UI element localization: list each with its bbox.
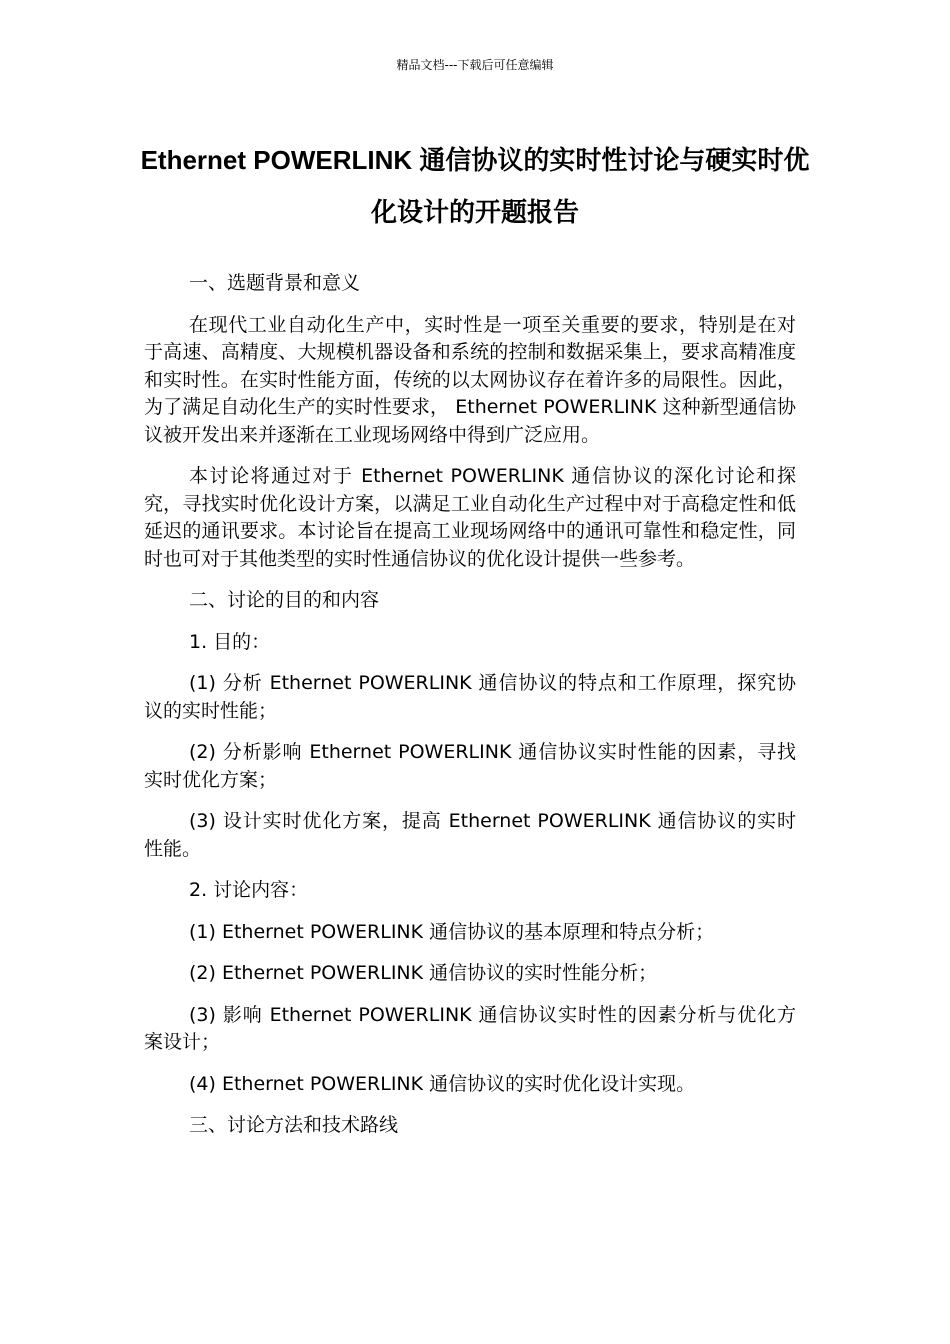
subheading-content: 2. 讨论内容： bbox=[189, 879, 309, 901]
list-item-content-1: (1) Ethernet POWERLINK 通信协议的基本原理和特点分析； bbox=[189, 920, 715, 943]
document-body bbox=[144, 270, 796, 1154]
page-header: 精品文档---下载后可任意编辑 bbox=[396, 58, 554, 72]
subheading-purpose: 1. 目的： bbox=[189, 630, 271, 653]
list-item-content-2: (2) Ethernet POWERLINK 通信协议的实时性能分析； bbox=[189, 962, 658, 984]
list-item-content-4: (4) Ethernet POWERLINK 通信协议的实时优化设计实现。 bbox=[189, 1072, 696, 1095]
paragraph-background: 在现代工业自动化生产中，实时性是一项至关重要的要求，特别是在对于高速、高精度、大规模机器设备和系统的控制和数据采集上，要求高精准度和实时性。在实时性能方面，传统的以太网协议存在着许多的局限性。因此，为了满足自动化生产的实时性要求， Ethernet POWERLINK 这种新型通信协议被开发出来并逐渐在工业现场网络中得到广泛应用。 bbox=[144, 313, 796, 446]
section-heading-background: 一、选题背景和意义 bbox=[189, 272, 361, 294]
section-heading-goals: 二、讨论的目的和内容 bbox=[189, 589, 380, 611]
paragraph-research-intent: 本讨论将通过对于 Ethernet POWERLINK 通信协议的深化讨论和探究，寻找实时优化设计方案，以满足工业自动化生产过程中对于高稳定性和低延迟的通讯要求。本讨论旨在提高工业现场网络中的通讯可靠性和稳定性，同时也可对于其他类型的实时性通信协议的优化设计提供一些参考。 bbox=[144, 465, 796, 570]
list-item-content-3: (3) 影响 Ethernet POWERLINK 通信协议实时性的因素分析与优化方案设计； bbox=[144, 1003, 796, 1053]
list-item-purpose-1: (1) 分析 Ethernet POWERLINK 通信协议的特点和工作原理，探究协议的实时性能； bbox=[144, 672, 796, 722]
list-item-purpose-3: (3) 设计实时优化方案，提高 Ethernet POWERLINK 通信协议的实时性能。 bbox=[144, 810, 796, 860]
document-title: Ethernet POWERLINK 通信协议的实时性讨论与硬实时优化设计的开题报告 bbox=[140, 145, 810, 227]
section-heading-methods: 三、讨论方法和技术路线 bbox=[189, 1114, 399, 1136]
list-item-purpose-2: (2) 分析影响 Ethernet POWERLINK 通信协议实时性能的因素，寻找实时优化方案； bbox=[144, 741, 796, 791]
